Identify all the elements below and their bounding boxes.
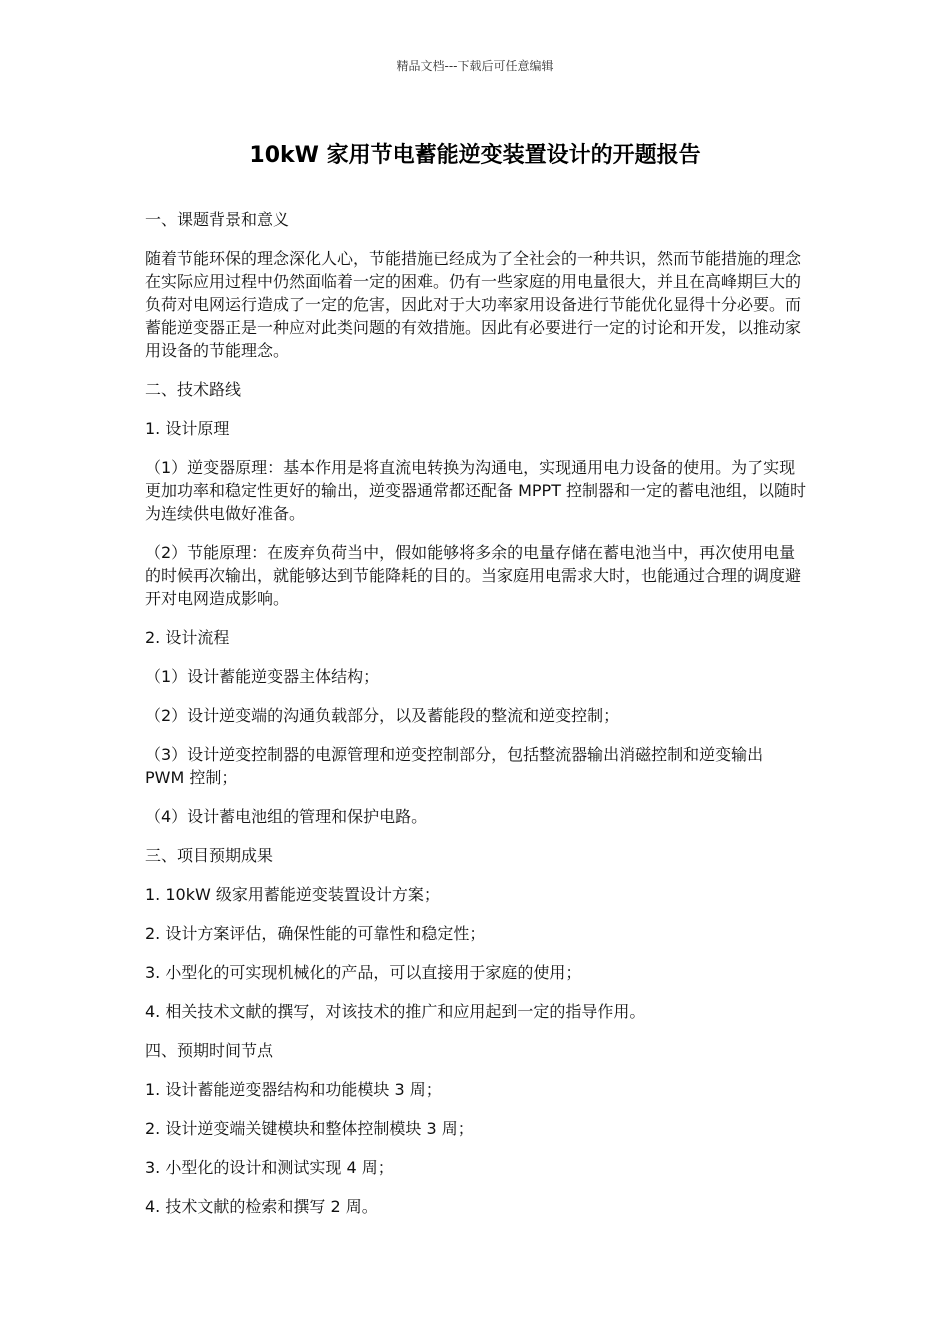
- list-item-timeline-1: 1. 设计蓄能逆变器结构和功能模块 3 周；: [145, 1080, 442, 1099]
- paragraph-energy-saving-principle: （2）节能原理：在废弃负荷当中，假如能够将多余的电量存储在蓄电池当中，再次使用电量的时候再次输出，就能够达到节能降耗的目的。当家庭用电需求大时，也能通过合理的调度避开对电网造成影响。: [145, 543, 802, 608]
- document-body: [145, 208, 807, 1234]
- paragraph-inverter-principle: （1）逆变器原理：基本作用是将直流电转换为沟通电，实现通用电力设备的使用。为了实现更加功率和稳定性更好的输出，逆变器通常都还配备 MPPT 控制器和一定的蓄电池组，以随时为连续供电做好准备。: [145, 458, 807, 523]
- list-item-process-4: （4）设计蓄电池组的管理和保护电路。: [145, 807, 428, 826]
- section-heading-timeline: 四、预期时间节点: [145, 1041, 274, 1060]
- section-heading-expected-results: 三、项目预期成果: [145, 846, 274, 865]
- list-item-result-4: 4. 相关技术文献的撰写，对该技术的推广和应用起到一定的指导作用。: [145, 1002, 646, 1021]
- list-item-timeline-3: 3. 小型化的设计和测试实现 4 周；: [145, 1158, 394, 1177]
- list-item-process-1: （1）设计蓄能逆变器主体结构；: [145, 667, 380, 686]
- subheading-design-principle: 1. 设计原理: [145, 419, 230, 438]
- list-item-result-3: 3. 小型化的可实现机械化的产品，可以直接用于家庭的使用；: [145, 963, 582, 982]
- subheading-design-process: 2. 设计流程: [145, 628, 230, 647]
- paragraph-background: 随着节能环保的理念深化人心，节能措施已经成为了全社会的一种共识，然而节能措施的理念在实际应用过程中仍然面临着一定的困难。仍有一些家庭的用电量很大，并且在高峰期巨大的负荷对电网运行造成了一定的危害，因此对于大功率家用设备进行节能优化显得十分必要。而蓄能逆变器正是一种应对此类问题的有效措施。因此有必要进行一定的讨论和开发，以推动家用设备的节能理念。: [145, 249, 802, 360]
- list-item-result-1: 1. 10kW 级家用蓄能逆变装置设计方案；: [145, 885, 440, 904]
- list-item-timeline-4: 4. 技术文献的检索和撰写 2 周。: [145, 1197, 378, 1216]
- document-title: 10kW 家用节电蓄能逆变装置设计的开题报告: [249, 143, 701, 168]
- list-item-process-3: （3）设计逆变控制器的电源管理和逆变控制部分，包括整流器输出消磁控制和逆变输出 PWM 控制；: [145, 745, 764, 787]
- list-item-process-2: （2）设计逆变端的沟通负载部分，以及蓄能段的整流和逆变控制；: [145, 706, 620, 725]
- header-note: 精品文档---下载后可任意编辑: [396, 59, 554, 73]
- list-item-timeline-2: 2. 设计逆变端关键模块和整体控制模块 3 周；: [145, 1119, 474, 1138]
- list-item-result-2: 2. 设计方案评估，确保性能的可靠性和稳定性；: [145, 924, 486, 943]
- section-heading-background: 一、课题背景和意义: [145, 210, 290, 229]
- section-heading-technical-route: 二、技术路线: [145, 380, 242, 399]
